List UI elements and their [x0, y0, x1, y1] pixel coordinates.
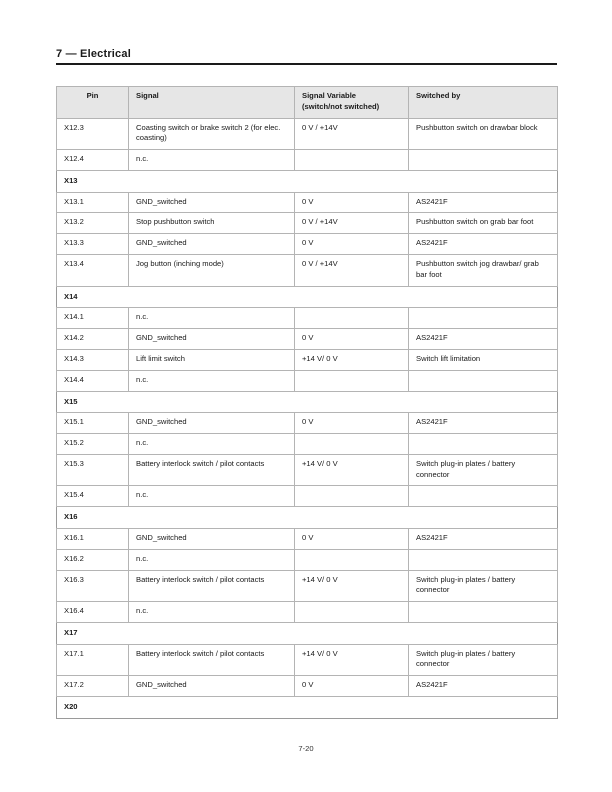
cell-pin: X16.4 [57, 602, 129, 623]
cell-signal: Stop pushbutton switch [129, 213, 295, 234]
cell-switched-by: Switch plug-in plates / battery connector [409, 644, 558, 676]
cell-pin: X15.4 [57, 486, 129, 507]
page-number: 7-20 [298, 744, 314, 753]
chapter-header [56, 48, 557, 65]
table-row [57, 329, 558, 350]
cell-pin: X14.4 [57, 370, 129, 391]
table-row [57, 349, 558, 370]
cell-signal-variable: +14 V/ 0 V [295, 349, 409, 370]
cell-pin: X14.3 [57, 349, 129, 370]
cell-switched-by: AS2421F [409, 234, 558, 255]
cell-signal: Lift limit switch [129, 349, 295, 370]
cell-signal-variable: +14 V/ 0 V [295, 570, 409, 602]
cell-signal-variable [295, 602, 409, 623]
cell-signal-variable [295, 150, 409, 171]
table-row [57, 570, 558, 602]
cell-signal-variable: 0 V [295, 413, 409, 434]
chapter-rule [56, 63, 557, 65]
pin-assignment-table-container [56, 86, 557, 719]
column-header-signal-variable-line1: Signal Variable [302, 91, 357, 100]
cell-signal-variable: 0 V [295, 676, 409, 697]
column-header-signal-variable [295, 87, 409, 119]
group-label: X20 [57, 697, 558, 719]
cell-switched-by: AS2421F [409, 528, 558, 549]
cell-signal-variable: 0 V / +14V [295, 255, 409, 287]
table-header-row [57, 87, 558, 119]
cell-switched-by [409, 308, 558, 329]
table-row [57, 486, 558, 507]
cell-signal: n.c. [129, 370, 295, 391]
table-row [57, 255, 558, 287]
cell-pin: X13.4 [57, 255, 129, 287]
table-row [57, 454, 558, 486]
cell-signal: n.c. [129, 602, 295, 623]
group-label: X17 [57, 622, 558, 644]
cell-signal: Coasting switch or brake switch 2 (for elec. coasting) [129, 118, 295, 150]
table-body [57, 118, 558, 718]
cell-signal: GND_switched [129, 676, 295, 697]
cell-pin: X15.1 [57, 413, 129, 434]
cell-signal: GND_switched [129, 329, 295, 350]
table-row [57, 528, 558, 549]
cell-switched-by: AS2421F [409, 676, 558, 697]
cell-pin: X16.3 [57, 570, 129, 602]
cell-switched-by [409, 434, 558, 455]
cell-signal: Battery interlock switch / pilot contacts [129, 644, 295, 676]
cell-switched-by: Pushbutton switch on grab bar foot [409, 213, 558, 234]
table-row [57, 602, 558, 623]
chapter-title: 7 — Electrical [56, 48, 131, 60]
cell-pin: X17.1 [57, 644, 129, 676]
cell-signal: Battery interlock switch / pilot contacts [129, 570, 295, 602]
cell-switched-by: Switch plug-in plates / battery connector [409, 570, 558, 602]
cell-signal: Jog button (inching mode) [129, 255, 295, 287]
cell-signal: GND_switched [129, 192, 295, 213]
cell-pin: X14.1 [57, 308, 129, 329]
cell-pin: X12.4 [57, 150, 129, 171]
group-label: X13 [57, 170, 558, 192]
table-group-row [57, 170, 558, 192]
group-label: X14 [57, 286, 558, 308]
cell-pin: X17.2 [57, 676, 129, 697]
cell-switched-by: Switch plug-in plates / battery connector [409, 454, 558, 486]
cell-switched-by [409, 370, 558, 391]
cell-signal: n.c. [129, 434, 295, 455]
cell-signal-variable: 0 V [295, 528, 409, 549]
cell-signal-variable [295, 434, 409, 455]
cell-switched-by: Switch lift limitation [409, 349, 558, 370]
cell-pin: X12.3 [57, 118, 129, 150]
table-row [57, 234, 558, 255]
cell-signal-variable [295, 370, 409, 391]
table-row [57, 676, 558, 697]
table-row [57, 644, 558, 676]
group-label: X15 [57, 391, 558, 413]
table-row [57, 413, 558, 434]
cell-pin: X15.2 [57, 434, 129, 455]
cell-pin: X13.2 [57, 213, 129, 234]
pin-assignment-table [56, 86, 558, 719]
table-row [57, 549, 558, 570]
table-group-row [57, 697, 558, 719]
column-header-switched-by: Switched by [409, 87, 558, 119]
table-row [57, 434, 558, 455]
cell-pin: X13.1 [57, 192, 129, 213]
cell-pin: X14.2 [57, 329, 129, 350]
cell-signal-variable [295, 549, 409, 570]
cell-signal-variable: 0 V [295, 192, 409, 213]
table-group-row [57, 286, 558, 308]
cell-signal-variable: +14 V/ 0 V [295, 644, 409, 676]
cell-signal: n.c. [129, 486, 295, 507]
cell-pin: X15.3 [57, 454, 129, 486]
cell-signal: Battery interlock switch / pilot contacts [129, 454, 295, 486]
cell-pin: X13.3 [57, 234, 129, 255]
table-row [57, 370, 558, 391]
group-label: X16 [57, 507, 558, 529]
cell-signal: n.c. [129, 308, 295, 329]
cell-switched-by: AS2421F [409, 329, 558, 350]
cell-switched-by: Pushbutton switch jog drawbar/ grab bar foot [409, 255, 558, 287]
table-row [57, 192, 558, 213]
cell-pin: X16.1 [57, 528, 129, 549]
cell-switched-by [409, 486, 558, 507]
cell-switched-by [409, 150, 558, 171]
cell-switched-by: AS2421F [409, 413, 558, 434]
cell-switched-by: AS2421F [409, 192, 558, 213]
table-row [57, 150, 558, 171]
cell-signal: n.c. [129, 150, 295, 171]
column-header-signal-variable-line2: (switch/not switched) [302, 101, 380, 111]
cell-signal-variable: 0 V / +14V [295, 213, 409, 234]
column-header-signal: Signal [129, 87, 295, 119]
table-group-row [57, 622, 558, 644]
table-group-row [57, 507, 558, 529]
table-row [57, 308, 558, 329]
table-header [57, 87, 558, 119]
cell-switched-by [409, 549, 558, 570]
cell-signal: GND_switched [129, 528, 295, 549]
cell-signal-variable [295, 486, 409, 507]
column-header-pin: Pin [57, 87, 129, 119]
table-row [57, 213, 558, 234]
table-group-row [57, 391, 558, 413]
cell-signal-variable: 0 V / +14V [295, 118, 409, 150]
cell-signal-variable: +14 V/ 0 V [295, 454, 409, 486]
cell-signal: GND_switched [129, 234, 295, 255]
cell-pin: X16.2 [57, 549, 129, 570]
cell-signal: GND_switched [129, 413, 295, 434]
cell-signal-variable [295, 308, 409, 329]
cell-signal-variable: 0 V [295, 234, 409, 255]
table-row [57, 118, 558, 150]
cell-switched-by [409, 602, 558, 623]
cell-signal-variable: 0 V [295, 329, 409, 350]
cell-signal: n.c. [129, 549, 295, 570]
cell-switched-by: Pushbutton switch on drawbar block [409, 118, 558, 150]
